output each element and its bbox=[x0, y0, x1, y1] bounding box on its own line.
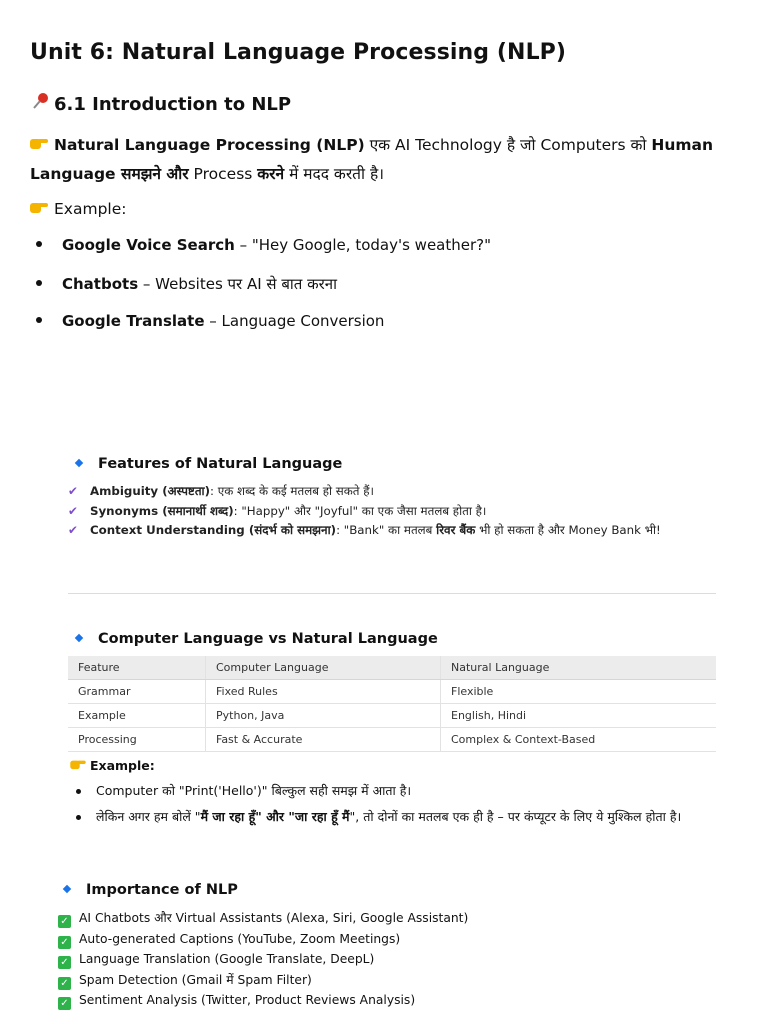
comparison-heading-text: Computer Language vs Natural Language bbox=[98, 631, 438, 647]
pointing-hand-icon bbox=[70, 758, 90, 773]
example-label-text: Example: bbox=[54, 200, 127, 218]
diamond-bullet-icon bbox=[75, 459, 83, 467]
example-term: Google Voice Search bbox=[62, 236, 235, 254]
example-2-bold: मैं जा रहा हूँ" और "जा रहा हूँ मैं bbox=[200, 809, 350, 824]
column-header: Feature bbox=[68, 656, 206, 680]
importance-item: AI Chatbots और Virtual Assistants (Alexa, Siri, Google Assistant) bbox=[79, 911, 469, 925]
comparison-table bbox=[68, 656, 716, 752]
intro-text-1: एक AI Technology है जो Computers को bbox=[364, 136, 652, 154]
table-row bbox=[68, 680, 716, 704]
pushpin-icon bbox=[32, 92, 54, 115]
bullet-icon bbox=[76, 815, 81, 820]
column-header: Natural Language bbox=[441, 656, 717, 680]
example-2-list bbox=[76, 781, 716, 833]
bullet-icon bbox=[76, 789, 81, 794]
feature-desc: : "Bank" का मतलब bbox=[336, 523, 437, 537]
bullet-icon bbox=[36, 241, 42, 247]
page-title: Unit 6: Natural Language Processing (NLP) bbox=[30, 40, 567, 65]
list-item bbox=[68, 521, 718, 541]
pointing-hand-icon bbox=[30, 200, 54, 218]
list-item bbox=[58, 990, 468, 1011]
importance-heading-text: Importance of NLP bbox=[86, 882, 238, 898]
divider bbox=[68, 593, 716, 594]
section-heading-text: 6.1 Introduction to NLP bbox=[54, 94, 292, 115]
comparison-heading bbox=[76, 631, 438, 647]
features-heading-text: Features of Natural Language bbox=[98, 456, 343, 472]
table-cell: Example bbox=[68, 704, 206, 728]
table-cell: Flexible bbox=[441, 680, 717, 704]
table-cell: English, Hindi bbox=[441, 704, 717, 728]
list-item bbox=[36, 312, 491, 350]
list-item bbox=[58, 929, 468, 950]
intro-bold-2: करने bbox=[257, 165, 285, 183]
importance-item: Sentiment Analysis (Twitter, Product Reviews Analysis) bbox=[79, 993, 416, 1007]
diamond-bullet-icon bbox=[75, 634, 83, 642]
list-item bbox=[58, 970, 468, 991]
table-cell: Grammar bbox=[68, 680, 206, 704]
diamond-bullet-icon bbox=[63, 885, 71, 893]
example-2-text: लेकिन अगर हम बोलें " bbox=[96, 809, 201, 824]
list-item bbox=[68, 482, 718, 502]
list-item bbox=[76, 781, 716, 801]
feature-desc: : "Happy" और "Joyful" का एक जैसा मतलब होता है। bbox=[233, 503, 487, 518]
table-header-row bbox=[68, 656, 716, 680]
table-cell: Complex & Context-Based bbox=[441, 728, 717, 752]
table-cell: Fast & Accurate bbox=[206, 728, 441, 752]
feature-term: Context Understanding (संदर्भ को समझना) bbox=[90, 523, 337, 537]
example-2-label-text: Example: bbox=[90, 758, 155, 773]
column-header: Computer Language bbox=[206, 656, 441, 680]
green-checkbox-icon: ✓ bbox=[58, 977, 71, 990]
feature-term: Ambiguity (अस्पष्टता) bbox=[90, 484, 210, 498]
bullet-icon bbox=[36, 280, 42, 286]
green-checkbox-icon: ✓ bbox=[58, 936, 71, 949]
importance-heading bbox=[64, 882, 238, 898]
example-2-text-2: ", तो दोनों का मतलब एक ही है – पर कंप्यूटर के लिए ये मुश्किल होता है। bbox=[349, 809, 682, 824]
example-desc: – Websites पर AI से बात करना bbox=[138, 275, 337, 293]
importance-item: Language Translation (Google Translate, DeepL) bbox=[79, 952, 375, 966]
bullet-icon bbox=[36, 317, 42, 323]
list-item bbox=[36, 236, 491, 274]
nlp-term: Natural Language Processing (NLP) bbox=[54, 136, 365, 154]
pointing-hand-icon bbox=[30, 131, 54, 160]
example-2-label bbox=[70, 758, 155, 773]
table-cell: Processing bbox=[68, 728, 206, 752]
example-term: Chatbots bbox=[62, 275, 139, 293]
example-desc: – Language Conversion bbox=[204, 312, 385, 330]
features-heading bbox=[76, 456, 342, 472]
feature-term: Synonyms (समानार्थी शब्द) bbox=[90, 503, 234, 518]
table-row bbox=[68, 728, 716, 752]
list-item bbox=[58, 949, 468, 970]
importance-item: Auto-generated Captions (YouTube, Zoom Meetings) bbox=[79, 931, 401, 946]
importance-item: Spam Detection (Gmail में Spam Filter) bbox=[79, 972, 312, 987]
example-term: Google Translate bbox=[62, 312, 205, 330]
table-row bbox=[68, 704, 716, 728]
intro-text-3: में मदद करती है। bbox=[284, 165, 385, 183]
list-item bbox=[58, 908, 468, 929]
table-cell: Python, Java bbox=[206, 704, 441, 728]
feature-desc: : एक शब्द के कई मतलब हो सकते हैं। bbox=[210, 484, 375, 498]
features-list bbox=[68, 482, 718, 541]
example-list bbox=[36, 236, 491, 350]
checkmark-icon: ✔ bbox=[68, 503, 78, 518]
importance-list bbox=[58, 908, 468, 1011]
list-item bbox=[68, 502, 718, 522]
feature-desc-2: भी हो सकता है और Money Bank भी! bbox=[475, 523, 661, 537]
intro-text-2: Process bbox=[188, 165, 258, 183]
feature-bold: रिवर बैंक bbox=[436, 523, 476, 537]
example-label bbox=[30, 200, 126, 218]
green-checkbox-icon: ✓ bbox=[58, 915, 71, 928]
green-checkbox-icon: ✓ bbox=[58, 997, 71, 1010]
checkmark-icon: ✔ bbox=[68, 523, 78, 537]
intro-bold-1: Human Language समझने और bbox=[30, 136, 714, 183]
example-2-text: Computer को "Print('Hello')" बिल्कुल सही समझ में आता है। bbox=[96, 783, 412, 798]
checkmark-icon: ✔ bbox=[68, 484, 78, 498]
green-checkbox-icon: ✓ bbox=[58, 956, 71, 969]
intro-paragraph bbox=[30, 131, 750, 189]
example-desc: – "Hey Google, today's weather?" bbox=[234, 236, 492, 254]
section-heading bbox=[32, 92, 291, 115]
list-item bbox=[76, 807, 716, 827]
table-cell: Fixed Rules bbox=[206, 680, 441, 704]
list-item bbox=[36, 274, 491, 312]
